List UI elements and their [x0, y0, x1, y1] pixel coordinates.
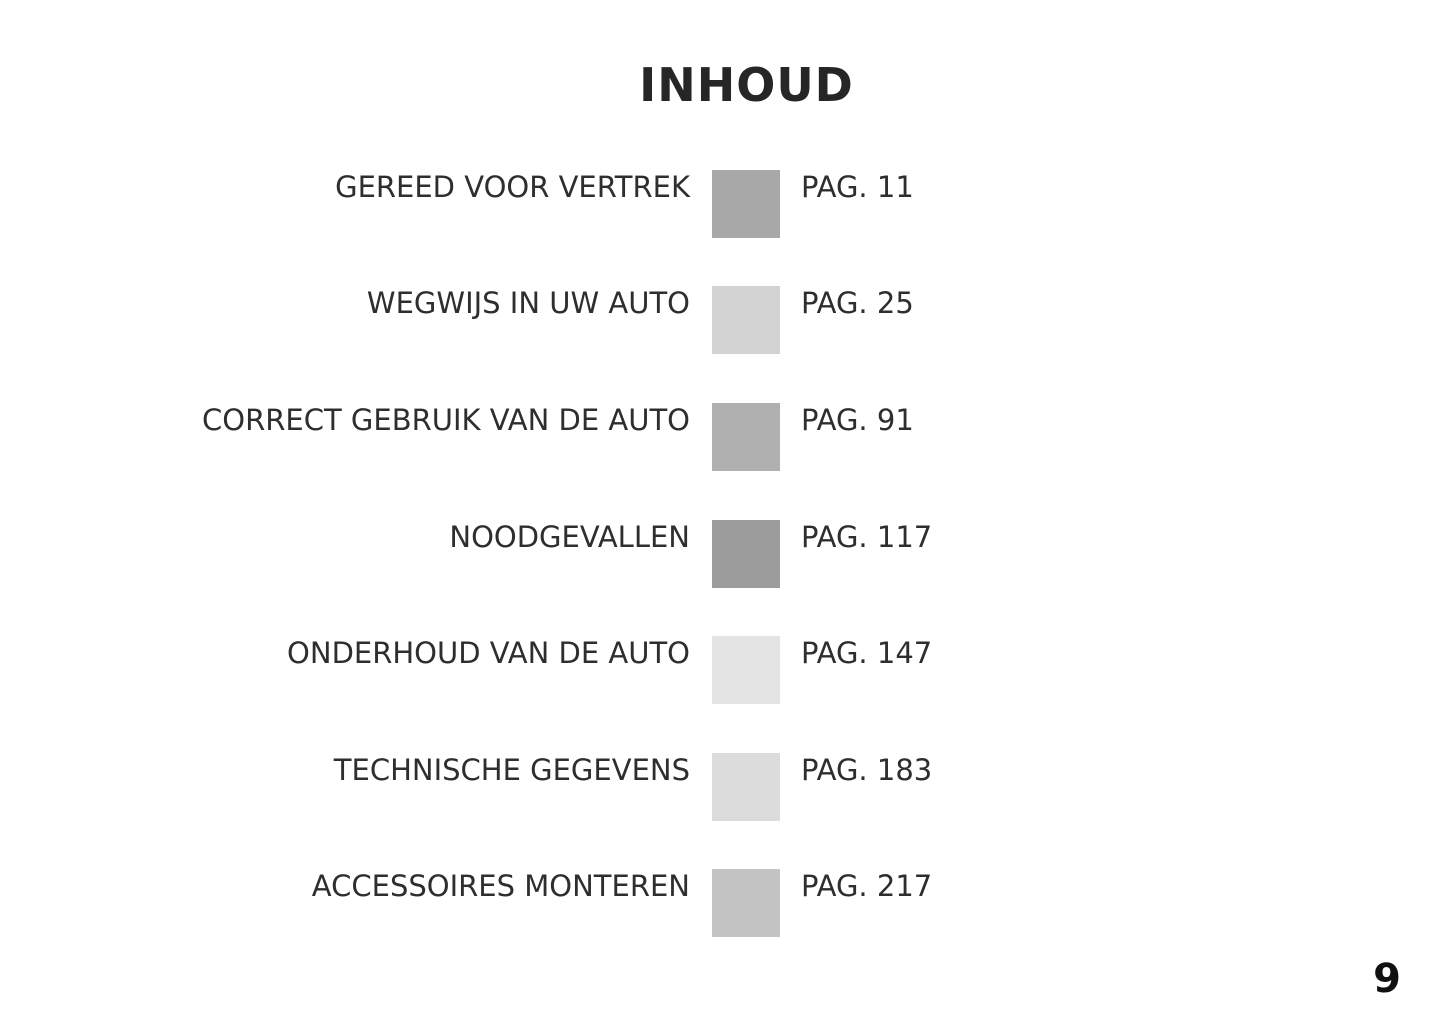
section-color-swatch — [712, 286, 780, 354]
toc-page-ref[interactable]: PAG. 183 — [801, 753, 933, 787]
toc-label[interactable]: WEGWIJS IN UW AUTO — [366, 286, 690, 320]
section-color-swatch — [712, 753, 780, 821]
toc-row-accessoires-monteren[interactable] — [0, 869, 1445, 939]
toc-page-ref[interactable]: PAG. 217 — [801, 869, 933, 903]
toc-row-wegwijs-in-uw-auto[interactable] — [0, 286, 1445, 356]
toc-label[interactable]: GEREED VOOR VERTREK — [335, 170, 690, 204]
toc-page-ref[interactable]: PAG. 25 — [801, 286, 914, 320]
toc-label[interactable]: TECHNISCHE GEGEVENS — [333, 753, 690, 787]
toc-page-ref[interactable]: PAG. 117 — [801, 520, 933, 554]
toc-label[interactable]: ONDERHOUD VAN DE AUTO — [287, 636, 690, 670]
page-title: INHOUD — [639, 58, 854, 112]
section-color-swatch — [712, 869, 780, 937]
section-color-swatch — [712, 520, 780, 588]
toc-label[interactable]: ACCESSOIRES MONTEREN — [311, 869, 690, 903]
toc-row-correct-gebruik[interactable] — [0, 403, 1445, 473]
toc-row-technische-gegevens[interactable] — [0, 753, 1445, 823]
toc-row-onderhoud[interactable] — [0, 636, 1445, 706]
toc-page-ref[interactable]: PAG. 11 — [801, 170, 914, 204]
section-color-swatch — [712, 170, 780, 238]
toc-label[interactable]: CORRECT GEBRUIK VAN DE AUTO — [202, 403, 690, 437]
toc-label[interactable]: NOODGEVALLEN — [449, 520, 690, 554]
toc-page-ref[interactable]: PAG. 91 — [801, 403, 914, 437]
section-color-swatch — [712, 636, 780, 704]
section-color-swatch — [712, 403, 780, 471]
toc-row-noodgevallen[interactable] — [0, 520, 1445, 590]
page-number: 9 — [1373, 956, 1401, 1002]
toc-row-gereed-voor-vertrek[interactable] — [0, 170, 1445, 240]
toc-page-ref[interactable]: PAG. 147 — [801, 636, 933, 670]
